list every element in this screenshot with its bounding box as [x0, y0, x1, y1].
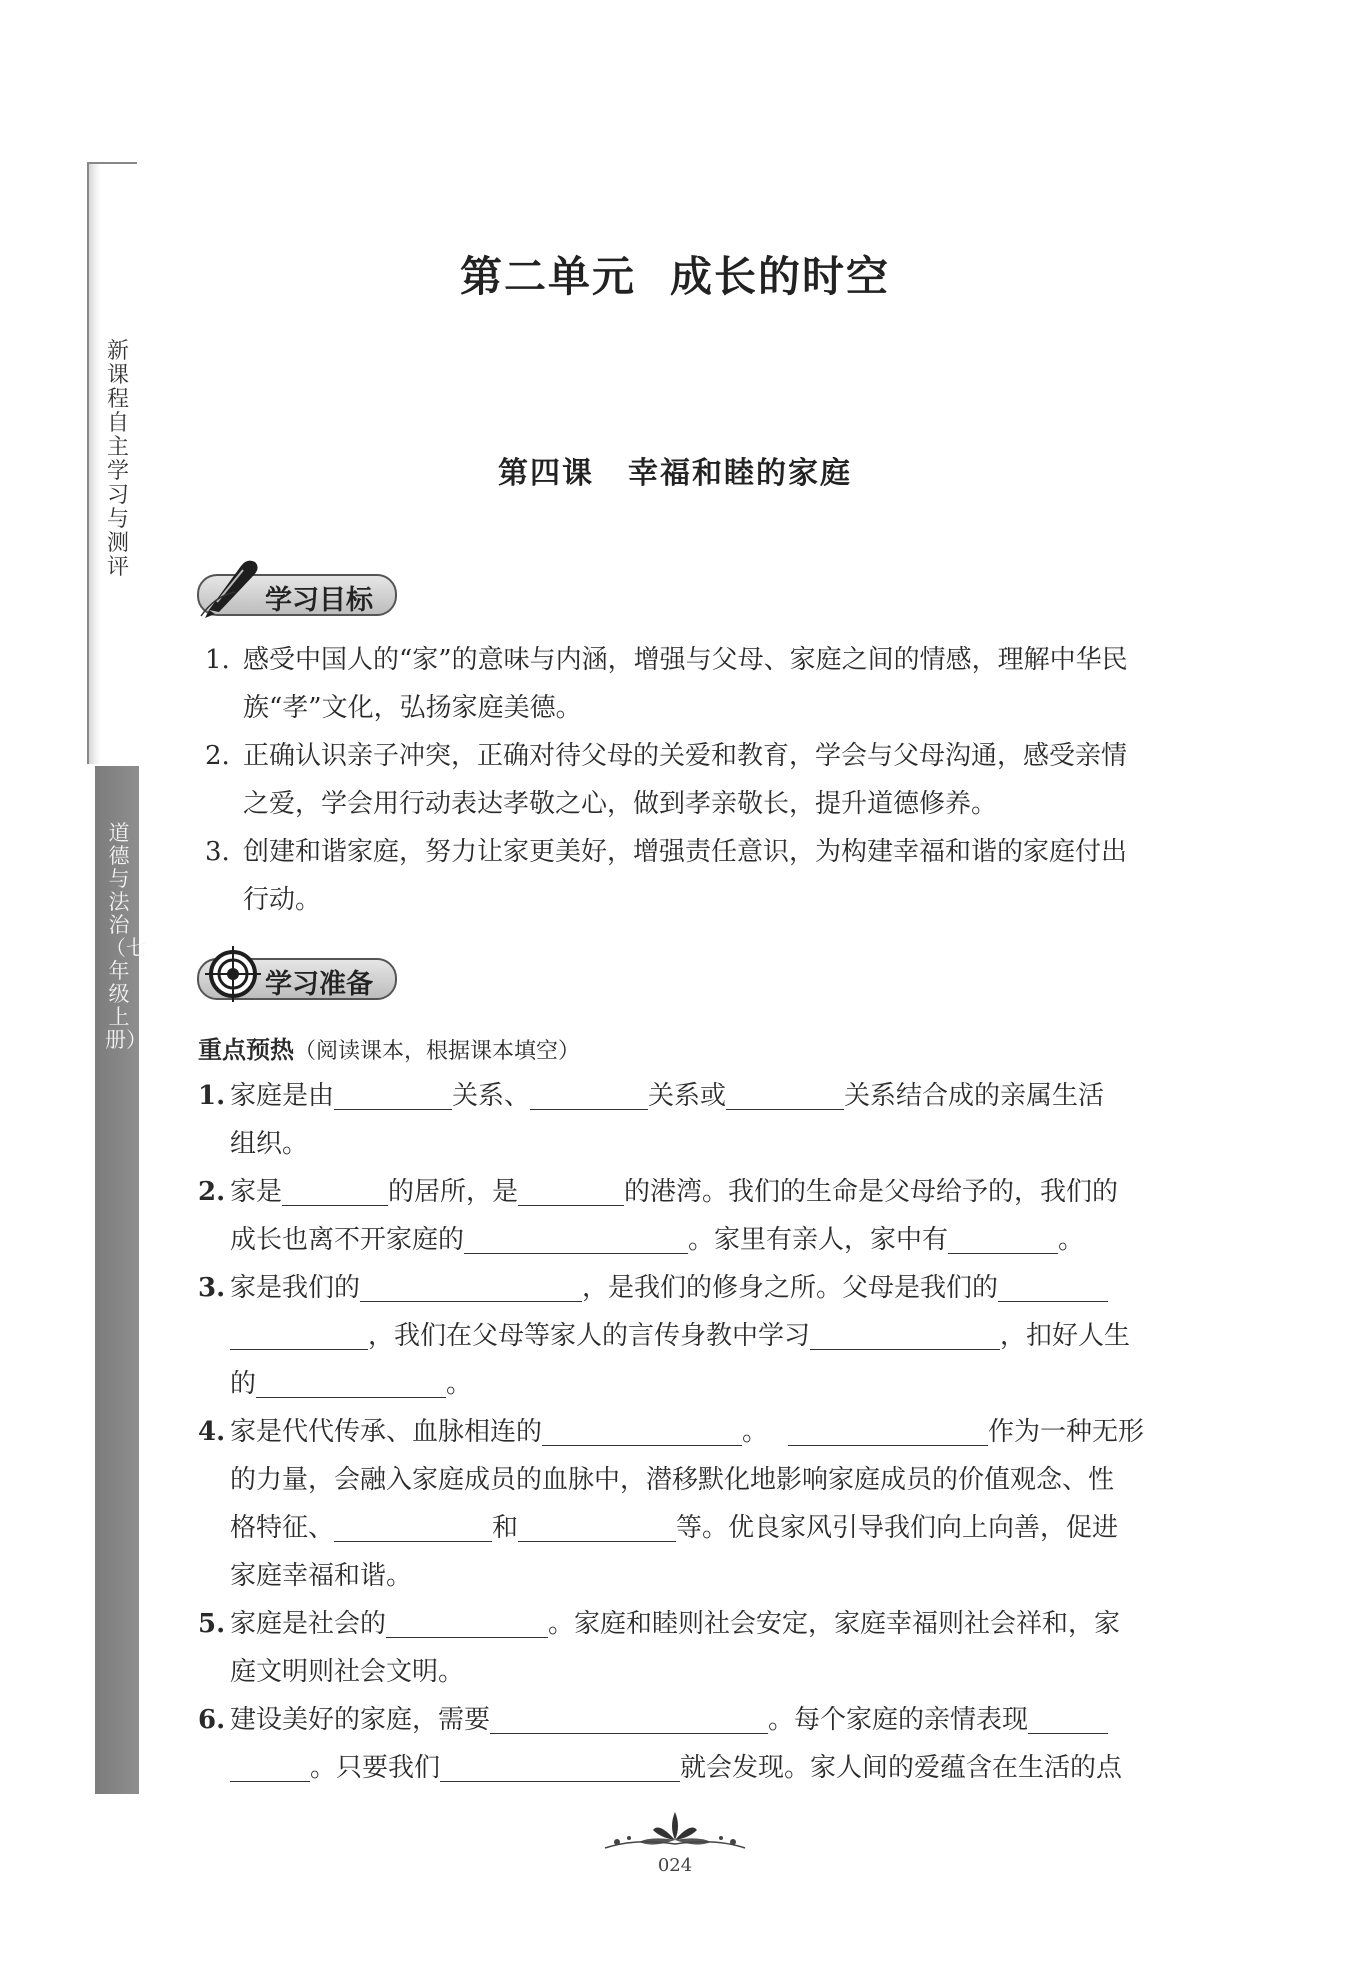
answer-blank[interactable] [726, 1079, 844, 1110]
series-title: 新课程自主学习与测评 [106, 339, 129, 580]
answer-blank[interactable] [440, 1751, 680, 1782]
fill-in-item: 1. 家庭是由 关系、 关系或 关系结合成的亲属生活 组织。 [198, 1081, 1105, 1159]
goal-item: 3. 创建和谐家庭，努力让家更美好，增强责任意识，为构建幸福和谐的家庭付出 行动。 [205, 837, 1128, 915]
unit-title [0, 244, 1350, 304]
lesson-title [0, 448, 1350, 492]
target-icon [203, 944, 263, 1004]
answer-blank[interactable] [230, 1751, 310, 1782]
answer-blank[interactable] [282, 1175, 388, 1206]
answer-blank[interactable] [490, 1703, 768, 1734]
answer-blank[interactable] [518, 1175, 624, 1206]
prep-heading: 重点预热（阅读课本，根据课本填空） [198, 1036, 581, 1064]
answer-blank[interactable] [386, 1607, 548, 1638]
prep-badge [197, 958, 397, 1000]
goals-list [205, 636, 1165, 924]
answer-blank[interactable] [998, 1271, 1108, 1302]
answer-blank[interactable] [788, 1415, 988, 1446]
book-subject: 道德与法治（七年级上册） [105, 821, 147, 1052]
answer-blank[interactable] [518, 1511, 676, 1542]
unit-number: 第二单元 [459, 252, 636, 301]
fill-in-item: 2. 家是 的居所，是 的港湾。我们的生命是父母给予的，我们的 成长也离不开家庭的 。家里有亲人，家中有 。 [198, 1177, 1119, 1255]
answer-blank[interactable] [542, 1415, 742, 1446]
fill-in-item: 3. 家是我们的 ，是我们的修身之所。父母是我们的 ，我们在父母等家人的言传身教中学习 ，扣好人生 的 。 [198, 1273, 1131, 1399]
goals-label: 学习目标 [265, 585, 373, 616]
answer-blank[interactable] [334, 1079, 452, 1110]
answer-blank[interactable] [256, 1367, 446, 1398]
answer-blank[interactable] [360, 1271, 582, 1302]
prep-label: 学习准备 [265, 969, 373, 1000]
answer-blank[interactable] [334, 1511, 492, 1542]
fill-in-item: 4. 家是代代传承、血脉相连的 。 作为一种无形 的力量，会融入家庭成员的血脉中，潜移默化地影响家庭成员的价值观念、性 格特征、 和 等。优良家风引导我们向上向善，促进 家庭幸福和谐。 [198, 1417, 1145, 1591]
answer-blank[interactable] [948, 1223, 1058, 1254]
answer-blank[interactable] [230, 1319, 368, 1350]
goals-badge [197, 574, 397, 616]
unit-name: 成长的时空 [670, 252, 891, 301]
goal-item: 2. 正确认识亲子冲突，正确对待父母的关爱和教育，学会与父母沟通，感受亲情 之爱，学会用行动表达孝敬之心，做到孝亲敬长，提升道德修养。 [205, 741, 1128, 819]
answer-blank[interactable] [530, 1079, 648, 1110]
fill-in-item: 6. 建设美好的家庭，需要 。每个家庭的亲情表现 。只要我们 就会发现。家人间的爱蕴含在生活的点 [198, 1705, 1123, 1783]
answer-blank[interactable] [1028, 1703, 1108, 1734]
floral-ornament-icon [595, 1808, 755, 1856]
lesson-number: 第四课 [498, 456, 594, 491]
pen-icon [195, 556, 267, 620]
answer-blank[interactable] [464, 1223, 688, 1254]
answer-blank[interactable] [810, 1319, 1000, 1350]
goal-item: 1. 感受中国人的“家”的意味与内涵，增强与父母、家庭之间的情感，理解中华民 族“孝”文化，弘扬家庭美德。 [205, 645, 1128, 723]
page-number: 024 [657, 1855, 693, 1876]
lesson-name: 幸福和睦的家庭 [628, 456, 852, 491]
fill-in-list [198, 1072, 1158, 1792]
fill-in-item: 5. 家庭是社会的 。家庭和睦则社会安定，家庭幸福则社会祥和，家 庭文明则社会文明。 [198, 1609, 1121, 1687]
